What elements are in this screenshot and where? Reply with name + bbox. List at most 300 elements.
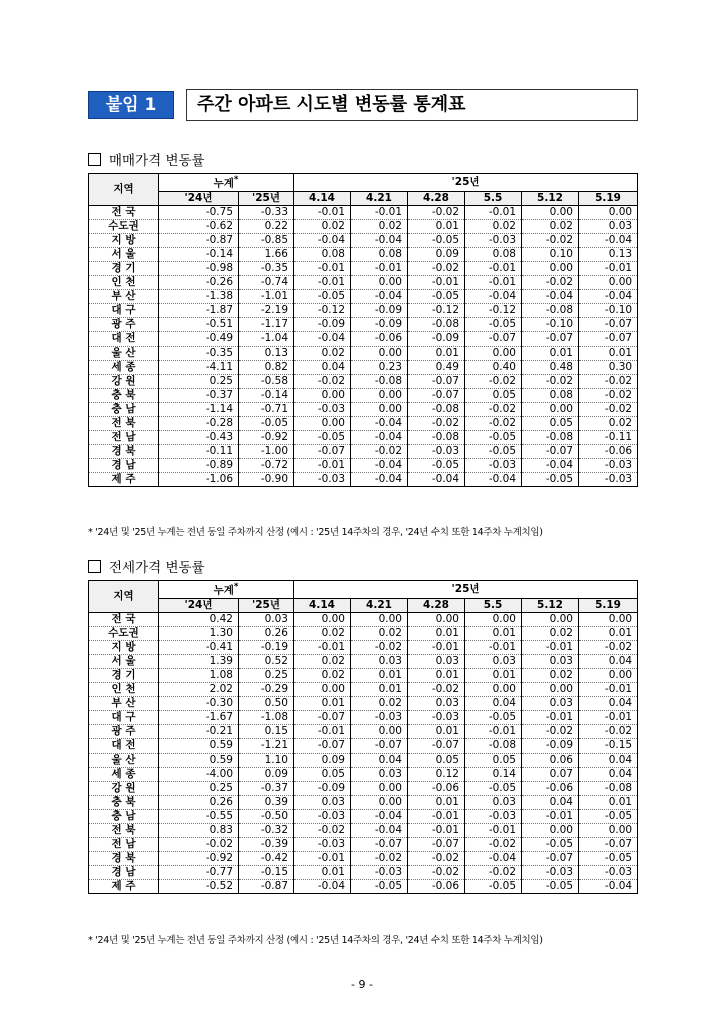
table-header-row — [89, 174, 638, 192]
value-cell: -0.01 — [408, 809, 465, 823]
week-header: 5.19 — [579, 598, 638, 612]
value-cell: 0.02 — [522, 626, 579, 640]
week-header: 5.12 — [522, 598, 579, 612]
value-cell: -0.35 — [159, 346, 239, 360]
value-cell: -0.04 — [522, 290, 579, 304]
value-cell: -0.08 — [522, 304, 579, 318]
region-cell: 울 산 — [89, 346, 159, 360]
value-cell: -0.02 — [408, 205, 465, 219]
value-cell: -0.02 — [294, 824, 351, 838]
region-cell: 경 남 — [89, 866, 159, 880]
value-cell: 0.52 — [239, 654, 294, 668]
region-cell: 전 남 — [89, 431, 159, 445]
value-cell: 0.03 — [351, 767, 408, 781]
value-cell: 0.12 — [408, 767, 465, 781]
value-cell: 0.02 — [294, 346, 351, 360]
value-cell: -0.05 — [408, 290, 465, 304]
value-cell: -0.06 — [408, 781, 465, 795]
value-cell: -0.07 — [294, 711, 351, 725]
value-cell: 0.01 — [408, 795, 465, 809]
value-cell: 0.30 — [579, 360, 638, 374]
value-cell: -1.67 — [159, 711, 239, 725]
value-cell: 0.00 — [351, 388, 408, 402]
value-cell: -0.04 — [351, 417, 408, 431]
region-cell: 전 국 — [89, 612, 159, 626]
value-cell: -0.02 — [522, 725, 579, 739]
value-cell: -0.26 — [159, 276, 239, 290]
region-cell: 대 구 — [89, 711, 159, 725]
value-cell: -4.11 — [159, 360, 239, 374]
value-cell: -0.09 — [294, 781, 351, 795]
region-cell: 부 산 — [89, 290, 159, 304]
value-cell: 0.03 — [465, 654, 522, 668]
value-cell: 0.01 — [579, 795, 638, 809]
value-cell: -0.32 — [239, 824, 294, 838]
value-cell: -0.87 — [239, 880, 294, 894]
value-cell: 0.08 — [465, 247, 522, 261]
sale-stats-table — [88, 173, 638, 487]
value-cell: -0.01 — [465, 640, 522, 654]
value-cell: 0.26 — [159, 795, 239, 809]
table-row — [89, 809, 638, 823]
value-cell: -0.09 — [522, 739, 579, 753]
value-cell: 0.03 — [465, 795, 522, 809]
table-row — [89, 247, 638, 261]
value-cell: -1.01 — [239, 290, 294, 304]
value-cell: -0.02 — [465, 866, 522, 880]
value-cell: 0.04 — [351, 753, 408, 767]
region-cell: 울 산 — [89, 753, 159, 767]
value-cell: 0.02 — [465, 219, 522, 233]
value-cell: -0.06 — [408, 880, 465, 894]
table-row — [89, 795, 638, 809]
value-cell: -0.01 — [465, 205, 522, 219]
table-row — [89, 360, 638, 374]
value-cell: -0.02 — [465, 417, 522, 431]
table-row — [89, 374, 638, 388]
value-cell: -0.58 — [239, 374, 294, 388]
value-cell: -0.02 — [408, 852, 465, 866]
value-cell: -0.08 — [351, 374, 408, 388]
value-cell: -0.08 — [408, 402, 465, 416]
value-cell: 0.00 — [465, 612, 522, 626]
value-cell: 0.00 — [294, 388, 351, 402]
value-cell: -0.09 — [408, 332, 465, 346]
week-header: 5.5 — [465, 191, 522, 205]
accum-header: 누계* — [159, 581, 294, 599]
accum-year-header: '25년 — [239, 191, 294, 205]
table-row — [89, 880, 638, 894]
value-cell: -0.05 — [465, 445, 522, 459]
value-cell: 0.10 — [522, 247, 579, 261]
table-row — [89, 668, 638, 682]
value-cell: 0.03 — [239, 612, 294, 626]
value-cell: -0.03 — [465, 233, 522, 247]
value-cell: 0.05 — [465, 753, 522, 767]
attachment-badge: 붙임 1 — [88, 91, 174, 119]
value-cell: -0.01 — [294, 276, 351, 290]
sale-footnote: * '24년 및 '25년 누계는 전년 동일 주차까지 산정 (예시 : '25년 14주차의 경우, '24년 수치 또한 14주차 누계치임) — [88, 527, 543, 538]
region-cell: 전 북 — [89, 824, 159, 838]
value-cell: -0.89 — [159, 459, 239, 473]
value-cell: -0.07 — [408, 374, 465, 388]
page-header — [88, 89, 638, 121]
value-cell: -1.08 — [239, 711, 294, 725]
week-header: 4.28 — [408, 598, 465, 612]
region-cell: 부 산 — [89, 697, 159, 711]
value-cell: -0.07 — [408, 739, 465, 753]
value-cell: -0.03 — [408, 711, 465, 725]
value-cell: 0.00 — [351, 725, 408, 739]
value-cell: -0.09 — [351, 318, 408, 332]
value-cell: -0.52 — [159, 880, 239, 894]
year-header: '25년 — [294, 174, 638, 192]
region-cell: 서 울 — [89, 654, 159, 668]
value-cell: 0.08 — [294, 247, 351, 261]
value-cell: -2.19 — [239, 304, 294, 318]
value-cell: -0.04 — [351, 233, 408, 247]
value-cell: 0.05 — [522, 417, 579, 431]
value-cell: -0.01 — [522, 809, 579, 823]
value-cell: -1.04 — [239, 332, 294, 346]
value-cell: -0.04 — [579, 880, 638, 894]
value-cell: 0.00 — [465, 346, 522, 360]
value-cell: 0.59 — [159, 753, 239, 767]
value-cell: -0.03 — [408, 445, 465, 459]
value-cell: -0.02 — [579, 374, 638, 388]
value-cell: -0.05 — [408, 459, 465, 473]
value-cell: -0.07 — [465, 332, 522, 346]
value-cell: 0.09 — [294, 753, 351, 767]
value-cell: -0.02 — [579, 388, 638, 402]
value-cell: 0.00 — [522, 261, 579, 275]
week-header: 5.19 — [579, 191, 638, 205]
table-row — [89, 261, 638, 275]
value-cell: -0.29 — [239, 683, 294, 697]
value-cell: -0.03 — [579, 473, 638, 487]
region-cell: 서 울 — [89, 247, 159, 261]
region-cell: 광 주 — [89, 318, 159, 332]
table-row — [89, 417, 638, 431]
value-cell: -0.03 — [294, 809, 351, 823]
value-cell: 0.09 — [408, 247, 465, 261]
value-cell: -0.01 — [579, 711, 638, 725]
table-row — [89, 781, 638, 795]
value-cell: -1.00 — [239, 445, 294, 459]
value-cell: -0.01 — [408, 640, 465, 654]
table-row — [89, 402, 638, 416]
table-row — [89, 654, 638, 668]
value-cell: 0.01 — [351, 668, 408, 682]
accum-year-header: '24년 — [159, 598, 239, 612]
value-cell: 1.39 — [159, 654, 239, 668]
region-cell: 지 방 — [89, 233, 159, 247]
value-cell: 0.02 — [294, 668, 351, 682]
value-cell: -0.05 — [351, 880, 408, 894]
value-cell: -0.08 — [408, 318, 465, 332]
region-header: 지역 — [89, 581, 159, 613]
week-header: 4.28 — [408, 191, 465, 205]
value-cell: -0.02 — [351, 640, 408, 654]
value-cell: -0.07 — [579, 318, 638, 332]
table-row — [89, 626, 638, 640]
value-cell: 0.07 — [522, 767, 579, 781]
value-cell: -0.05 — [465, 711, 522, 725]
table-row — [89, 838, 638, 852]
value-cell: 0.01 — [408, 346, 465, 360]
page-title: 주간 아파트 시도별 변동률 통계표 — [186, 89, 638, 121]
value-cell: 0.00 — [294, 612, 351, 626]
table-row — [89, 866, 638, 880]
value-cell: 0.06 — [522, 753, 579, 767]
value-cell: 0.00 — [351, 612, 408, 626]
value-cell: 0.01 — [408, 668, 465, 682]
value-cell: 0.00 — [522, 402, 579, 416]
table-row — [89, 725, 638, 739]
value-cell: -0.05 — [294, 431, 351, 445]
value-cell: -0.14 — [239, 388, 294, 402]
value-cell: -0.55 — [159, 809, 239, 823]
value-cell: 0.01 — [408, 626, 465, 640]
value-cell: 0.08 — [351, 247, 408, 261]
region-cell: 지 방 — [89, 640, 159, 654]
value-cell: 0.03 — [579, 219, 638, 233]
value-cell: -0.01 — [294, 459, 351, 473]
value-cell: 0.00 — [522, 205, 579, 219]
table-row — [89, 824, 638, 838]
accum-year-header: '25년 — [239, 598, 294, 612]
sale-section-title: 매매가격 변동률 — [88, 149, 205, 169]
region-cell: 제 주 — [89, 880, 159, 894]
region-cell: 경 기 — [89, 668, 159, 682]
value-cell: -0.74 — [239, 276, 294, 290]
value-cell: 0.04 — [579, 697, 638, 711]
table-row — [89, 753, 638, 767]
value-cell: -0.35 — [239, 261, 294, 275]
value-cell: 0.00 — [579, 205, 638, 219]
value-cell: -0.07 — [408, 838, 465, 852]
value-cell: -1.14 — [159, 402, 239, 416]
value-cell: 0.15 — [239, 725, 294, 739]
region-cell: 강 원 — [89, 374, 159, 388]
value-cell: 0.02 — [351, 697, 408, 711]
value-cell: 0.26 — [239, 626, 294, 640]
value-cell: -0.05 — [239, 417, 294, 431]
value-cell: -0.10 — [579, 304, 638, 318]
value-cell: -0.33 — [239, 205, 294, 219]
value-cell: -0.06 — [579, 445, 638, 459]
value-cell: -0.75 — [159, 205, 239, 219]
accum-year-header: '24년 — [159, 191, 239, 205]
value-cell: -0.02 — [579, 640, 638, 654]
value-cell: 0.01 — [294, 866, 351, 880]
region-cell: 전 북 — [89, 417, 159, 431]
value-cell: 0.04 — [522, 795, 579, 809]
value-cell: 2.02 — [159, 683, 239, 697]
value-cell: 0.25 — [159, 781, 239, 795]
value-cell: 0.83 — [159, 824, 239, 838]
value-cell: -0.01 — [294, 852, 351, 866]
region-cell: 충 북 — [89, 795, 159, 809]
value-cell: 0.48 — [522, 360, 579, 374]
value-cell: -1.06 — [159, 473, 239, 487]
value-cell: 0.25 — [159, 374, 239, 388]
value-cell: 0.00 — [294, 417, 351, 431]
value-cell: 0.02 — [351, 626, 408, 640]
value-cell: -0.02 — [351, 852, 408, 866]
value-cell: 0.04 — [465, 697, 522, 711]
region-cell: 수도권 — [89, 219, 159, 233]
value-cell: -0.01 — [465, 276, 522, 290]
value-cell: -0.03 — [351, 866, 408, 880]
value-cell: -0.05 — [408, 233, 465, 247]
value-cell: 0.01 — [408, 725, 465, 739]
value-cell: -0.03 — [294, 473, 351, 487]
value-cell: -0.11 — [579, 431, 638, 445]
value-cell: -0.37 — [159, 388, 239, 402]
value-cell: -0.06 — [351, 332, 408, 346]
value-cell: -0.01 — [408, 824, 465, 838]
value-cell: -0.92 — [159, 852, 239, 866]
value-cell: -0.08 — [579, 781, 638, 795]
value-cell: 0.00 — [351, 276, 408, 290]
value-cell: 0.01 — [522, 346, 579, 360]
value-cell: -0.04 — [351, 809, 408, 823]
value-cell: -0.05 — [522, 838, 579, 852]
value-cell: -0.01 — [579, 261, 638, 275]
value-cell: -0.15 — [579, 739, 638, 753]
value-cell: -1.17 — [239, 318, 294, 332]
value-cell: 0.03 — [294, 795, 351, 809]
value-cell: -0.01 — [465, 261, 522, 275]
value-cell: 0.00 — [579, 612, 638, 626]
value-cell: -0.09 — [294, 318, 351, 332]
value-cell: 0.02 — [579, 417, 638, 431]
value-cell: -0.05 — [465, 880, 522, 894]
value-cell: -0.04 — [351, 431, 408, 445]
value-cell: 0.42 — [159, 612, 239, 626]
value-cell: 0.05 — [465, 388, 522, 402]
value-cell: 0.01 — [294, 697, 351, 711]
value-cell: -0.07 — [522, 852, 579, 866]
table-row — [89, 711, 638, 725]
value-cell: -0.03 — [579, 866, 638, 880]
value-cell: 0.02 — [522, 668, 579, 682]
table-row — [89, 683, 638, 697]
table-row — [89, 205, 638, 219]
table-row — [89, 276, 638, 290]
value-cell: 0.02 — [294, 654, 351, 668]
value-cell: 0.22 — [239, 219, 294, 233]
table-row — [89, 304, 638, 318]
table-row — [89, 445, 638, 459]
value-cell: -0.02 — [465, 374, 522, 388]
table-header-row — [89, 581, 638, 599]
value-cell: -0.06 — [522, 781, 579, 795]
value-cell: 0.01 — [579, 626, 638, 640]
table-row — [89, 852, 638, 866]
value-cell: 0.01 — [408, 219, 465, 233]
value-cell: 0.39 — [239, 795, 294, 809]
value-cell: 0.04 — [579, 654, 638, 668]
value-cell: -0.12 — [294, 304, 351, 318]
jeonse-section-title: 전세가격 변동률 — [88, 556, 205, 576]
value-cell: -0.01 — [408, 276, 465, 290]
value-cell: -0.03 — [465, 809, 522, 823]
week-header: 4.14 — [294, 191, 351, 205]
value-cell: -0.01 — [579, 683, 638, 697]
region-cell: 대 전 — [89, 739, 159, 753]
region-cell: 전 국 — [89, 205, 159, 219]
value-cell: -0.04 — [294, 332, 351, 346]
value-cell: 1.10 — [239, 753, 294, 767]
value-cell: -0.07 — [294, 739, 351, 753]
region-cell: 대 전 — [89, 332, 159, 346]
value-cell: 0.03 — [522, 697, 579, 711]
page-number: - 9 - — [351, 978, 373, 991]
region-cell: 경 북 — [89, 852, 159, 866]
value-cell: 0.02 — [294, 219, 351, 233]
value-cell: -0.51 — [159, 318, 239, 332]
region-cell: 전 남 — [89, 838, 159, 852]
value-cell: -0.41 — [159, 640, 239, 654]
value-cell: -0.07 — [579, 332, 638, 346]
value-cell: -0.01 — [465, 824, 522, 838]
region-cell: 경 남 — [89, 459, 159, 473]
value-cell: -0.12 — [408, 304, 465, 318]
value-cell: 0.00 — [351, 346, 408, 360]
value-cell: -0.28 — [159, 417, 239, 431]
value-cell: -0.01 — [465, 725, 522, 739]
value-cell: -0.01 — [522, 711, 579, 725]
value-cell: -0.04 — [408, 473, 465, 487]
value-cell: -0.11 — [159, 445, 239, 459]
value-cell: 0.01 — [465, 668, 522, 682]
value-cell: -0.04 — [351, 824, 408, 838]
value-cell: -0.72 — [239, 459, 294, 473]
value-cell: -0.04 — [522, 459, 579, 473]
value-cell: -0.07 — [522, 445, 579, 459]
table-row — [89, 767, 638, 781]
value-cell: -0.07 — [351, 739, 408, 753]
accum-header: 누계* — [159, 174, 294, 192]
value-cell: -0.30 — [159, 697, 239, 711]
value-cell: -0.42 — [239, 852, 294, 866]
value-cell: -0.04 — [465, 852, 522, 866]
checkbox-square-icon — [88, 153, 101, 166]
value-cell: -0.08 — [408, 431, 465, 445]
region-cell: 충 남 — [89, 402, 159, 416]
value-cell: -0.01 — [294, 261, 351, 275]
value-cell: -4.00 — [159, 767, 239, 781]
table-subheader-row — [89, 191, 638, 205]
value-cell: -0.12 — [465, 304, 522, 318]
value-cell: -0.02 — [522, 233, 579, 247]
value-cell: 0.09 — [239, 767, 294, 781]
value-cell: -0.71 — [239, 402, 294, 416]
table-row — [89, 346, 638, 360]
value-cell: 0.50 — [239, 697, 294, 711]
value-cell: 0.05 — [294, 767, 351, 781]
table-row — [89, 233, 638, 247]
checkbox-square-icon — [88, 560, 101, 573]
value-cell: 0.05 — [408, 753, 465, 767]
value-cell: -0.37 — [239, 781, 294, 795]
value-cell: 0.00 — [579, 668, 638, 682]
value-cell: -0.07 — [522, 332, 579, 346]
value-cell: -0.03 — [351, 711, 408, 725]
value-cell: 0.01 — [465, 626, 522, 640]
